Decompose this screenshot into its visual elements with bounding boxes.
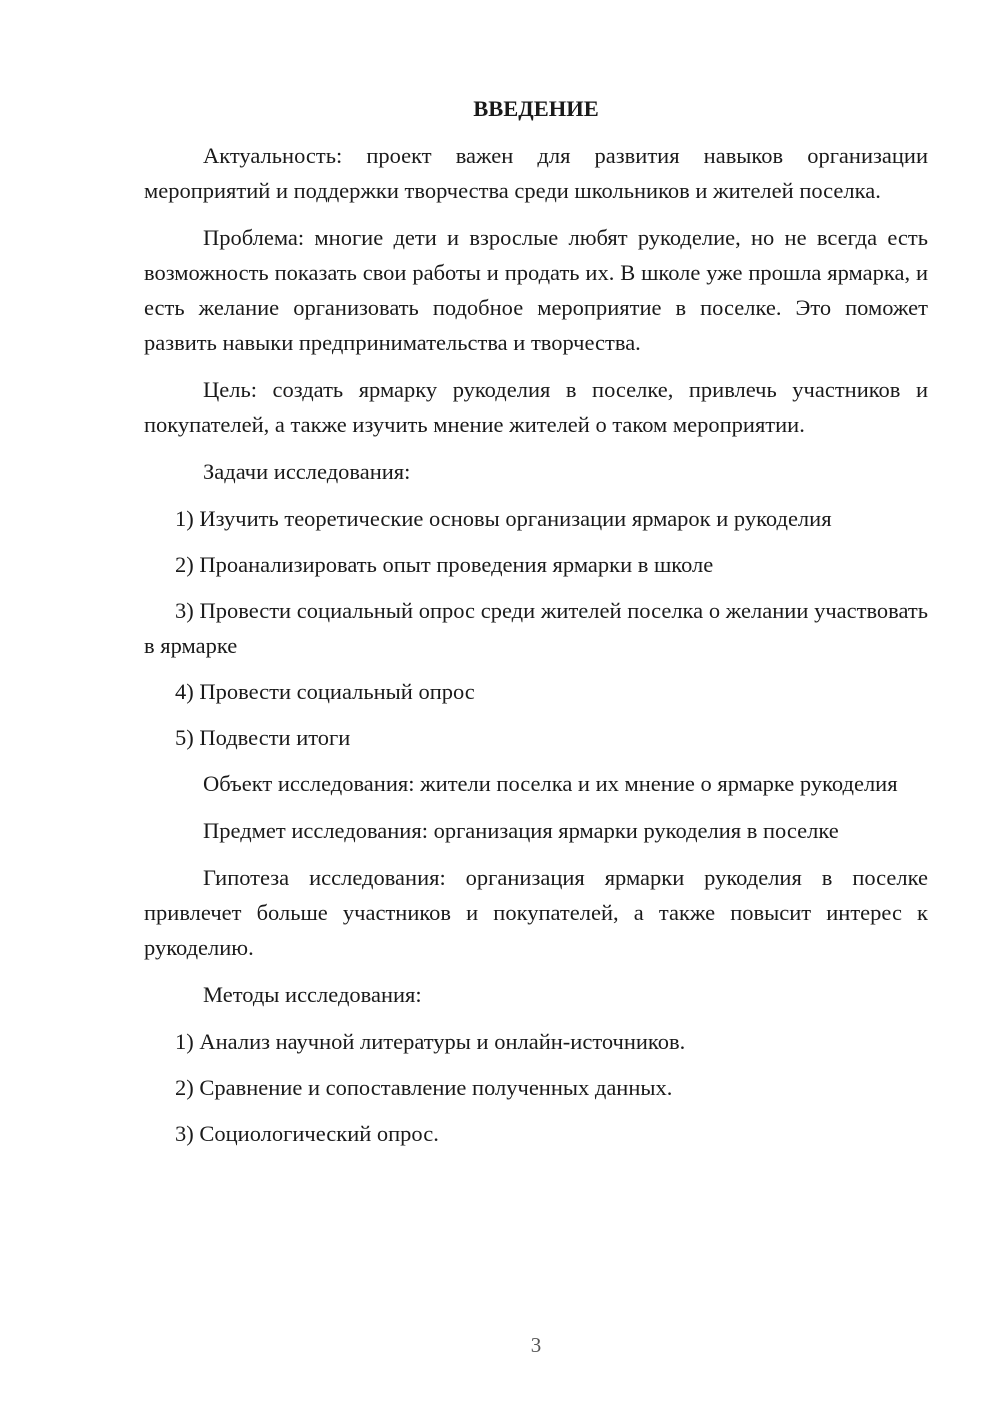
page-number: 3 <box>530 1333 542 1357</box>
tasks-heading: Задачи исследования: <box>203 459 411 484</box>
goal-paragraph: Цель: создать ярмарку рукоделия в поселке, привлечь участников и покупателей, а также изучить мнение жителей о таком мероприятии. <box>144 377 928 437</box>
hypothesis-paragraph: Гипотеза исследования: организация ярмарки рукоделия в поселке привлечет больше участников и покупателей, а также повысит интерес к рукоделию. <box>144 865 928 960</box>
method-item-1: 1) Анализ научной литературы и онлайн-источников. <box>175 1029 686 1054</box>
task-item-4: 4) Провести социальный опрос <box>175 679 475 704</box>
object-paragraph: Объект исследования: жители поселка и их мнение о ярмарке рукоделия <box>203 771 898 796</box>
method-item-3: 3) Социологический опрос. <box>175 1121 439 1146</box>
problem-paragraph: Проблема: многие дети и взрослые любят рукоделие, но не всегда есть возможность показать свои работы и продать их. В школе уже прошла ярмарка, и есть желание организовать подобное мероприятие в поселке. Это поможет развить навыки предпринимательства и творчества. <box>144 225 928 355</box>
methods-heading: Методы исследования: <box>203 982 422 1007</box>
task-item-3: 3) Провести социальный опрос среди жителей поселка о желании участвовать в ярмарке <box>144 598 928 658</box>
document-body <box>144 92 928 1162</box>
section-title: ВВЕДЕНИЕ <box>473 96 599 121</box>
subject-paragraph: Предмет исследования: организация ярмарки рукоделия в поселке <box>203 818 839 843</box>
task-item-2: 2) Проанализировать опыт проведения ярмарки в школе <box>175 552 714 577</box>
task-item-1: 1) Изучить теоретические основы организации ярмарок и рукоделия <box>175 506 832 531</box>
method-item-2: 2) Сравнение и сопоставление полученных данных. <box>175 1075 673 1100</box>
task-item-5: 5) Подвести итоги <box>175 725 351 750</box>
relevance-paragraph: Актуальность: проект важен для развития навыков организации мероприятий и поддержки творчества среди школьников и жителей поселка. <box>144 143 928 203</box>
